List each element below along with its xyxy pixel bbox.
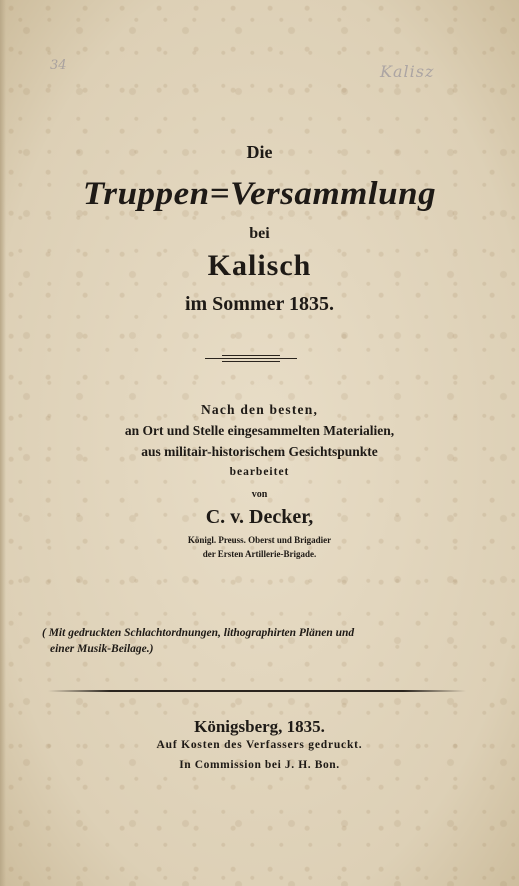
ornamental-rule-top-upper [222,355,280,356]
subtitle-line-2: an Ort und Stelle eingesammelten Materialien, [124,423,395,438]
title-place: Kalisch [207,249,312,282]
author-rank-1: Königl. Preuss. Oberst und Brigadier [187,535,332,545]
subtitle-line-1: Nach den besten, [200,402,319,417]
main-title: Truppen=Versammlung [82,176,437,212]
note-line-1: ( Mit gedruckten Schlachtordnungen, lithographirten Plänen und [42,627,355,639]
subtitle-line-3: aus militair-historischem Gesichtspunkte [141,444,378,459]
ornamental-rule-top [205,358,297,359]
pencil-annotation-right: Kalisz [380,62,435,81]
author-name: C. v. Decker, [205,506,314,528]
page-edge [0,0,6,886]
subtitle-line-4: bearbeitet [229,466,290,478]
author-rank-2: der Ersten Artillerie-Brigade. [202,549,317,559]
title-die: Die [246,142,273,162]
note-line-2: einer Musik-Beilage.) [50,643,154,655]
title-bei: bei [249,225,270,242]
ornamental-rule-bottom [48,690,466,692]
title-date: im Sommer 1835. [184,293,335,315]
subtitle-line-5: von [251,489,268,500]
ornamental-rule-top-lower [222,361,280,362]
imprint-line-1: Auf Kosten des Verfassers gedruckt. [156,739,363,751]
imprint-city: Königsberg, 1835. [194,717,325,736]
pencil-annotation-left: 34 [50,58,67,73]
imprint-line-2: In Commission bei J. H. Bon. [179,759,340,771]
